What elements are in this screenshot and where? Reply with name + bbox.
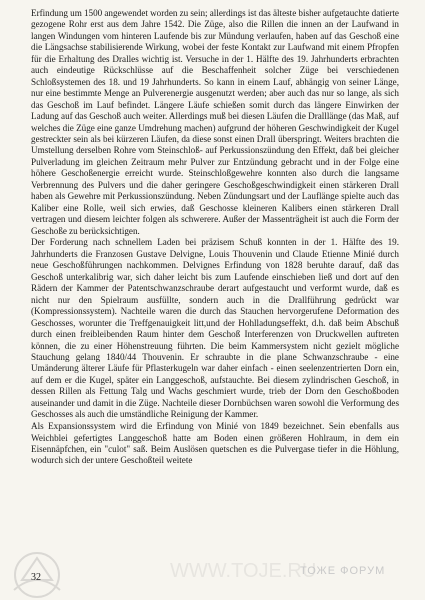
- watermark-text: ТОЖЕ ФОРУМ: [300, 565, 386, 577]
- paragraph-2: Der Forderung nach schnellem Laden bei präzisem Schuß konnten in der 1. Hälfte des 19. Jahrhunderts die Franzosen Gustave Delvigne, Louis Thouvenin und Claude Etienne Minié durch neue Geschoßführungen nachkommen. Delvignes Erfindung von 1828 beruhte darauf, daß das Geschoß unterkalibrig war, sich daher leicht bis zum Laufende einschieben ließ und dort auf den Rädern der Kammer der Patentschwanzschraube derart aufgestaucht und verformt wurde, daß es nicht nur den Spielraum ausfüllte, sondern auch in die Drallführung gedrückt war (Kompressionssystem). Nachteile waren die durch das Stauchen hervorgerufene Deformation des Geschosses, worunter die Treffgenauigkeit litt,und der Hohlladungseffekt, d.h. daß beim Abschuß durch einen freibleibenden Raum hinter dem Geschoß Interferenzen von Druckwellen auftreten können, die zu einer Höhenstreuung führten. Die beim Kammersystem nicht gezielt mögliche Stauchung gelang 1840/44 Thouvenin. Er schraubte in die plane Schwanzschraube - eine Umänderung älterer Läufe für Pflasterkugeln war daher einfach - einen seelenzentrierten Dorn ein, auf dem er die Kugel, später ein Langgeschoß, aufstauchte. Bei diesem zylindrischen Geschoß, in dessen Rillen als Fettung Talg und Wachs geschmiert wurde, trieb der Dorn den Geschoßboden auseinander und damit in die Züge. Nachteile dieser Dornbüchsen waren sowohl die Verformung des Geschosses als auch die umständliche Reinigung der Kammer.: [31, 237, 399, 420]
- paragraph-3: Als Expansionssystem wird die Erfindung von Minié von 1849 bezeichnet. Sein ebenfalls aus Weichblei gefertigtes Langgeschoß hatte am Boden einen größeren Hohlraum, in dem ein Eisennäpfchen, ein "culot" saß. Beim Auslösen quetschen es die Pulvergase tiefer in die Höhlung, wodurch sich der untere Geschoßteil weitete: [31, 421, 399, 466]
- page-number: 32: [31, 572, 41, 583]
- watermark-mid-text: WWW.TOJE.RU: [170, 560, 317, 582]
- page-body: [31, 8, 399, 467]
- watermark-seal-icon: [2, 540, 72, 600]
- paragraph-1: Erfindung um 1500 angewendet worden zu sein; allerdings ist das älteste bisher aufgetauchte datierte gezogene Rohr erst aus dem Jahre 1542. Die Züge, also die Rillen die innen an der Laufwand in langen Windungen vom hinteren Laufende bis zur Mündung verlaufen, haben auf das Geschoß eine die Längsachse stabilisierende Wirkung, wobei der feste Kontakt zur Laufwand mit einem Pfropfen für die Erhaltung des Dralles wichtig ist. Versuche in der 1. Hälfte des 19. Jahrhunderts erbrachten auch eindeutige Rückschlüsse auf die Beschaffenheit solcher Züge bei verschiedenen Schloßsystemen des 18. und 19 Jahrhunderts. So kann in einem Lauf, abhängig von seiner Länge, nur eine bestimmte Menge an Pulverenergie ausgenutzt werden; aber auch das nur so lange, als sich das Geschoß im Lauf befindet. Längere Läufe schießen somit durch das längere Einwirken der Ladung auf das Geschoß auch weiter. Allerdings muß bei diesen Läufen die Dralllänge (das Maß, auf welches die Züge eine ganze Umdrehung machen) aufgrund der höheren Geschwindigkeit der Kugel gestreckter sein als bei kürzeren Läufen, da diese sonst einen Drall überspringt. Weiters brachten die Umstellung derselben Rohre vom Steinschloß- auf Perkussionszündung den Effekt, daß bei gleicher Pulverladung im gleichen Zeitraum mehr Pulver zur Entzündung gebracht und in der Folge eine höhere Geschoßenergie erreicht wurde. Steinschloßgewehre konnten also durch die langsame Verbrennung des Pulvers und die daher geringere Geschoßgeschwindigkeit einen stärkeren Drall haben als Gewehre mit Perkussionszündung. Neben Zündungsart und der Lauflänge spielte auch das Kaliber eine Rolle, weil sich erwies, daß Geschosse kleineren Kalibers einen stärkeren Drall vertragen und diesem leichter folgen als schwerere. Außer der Massenträgheit ist auch die Form der Geschoße zu berücksichtigen.: [31, 8, 399, 236]
